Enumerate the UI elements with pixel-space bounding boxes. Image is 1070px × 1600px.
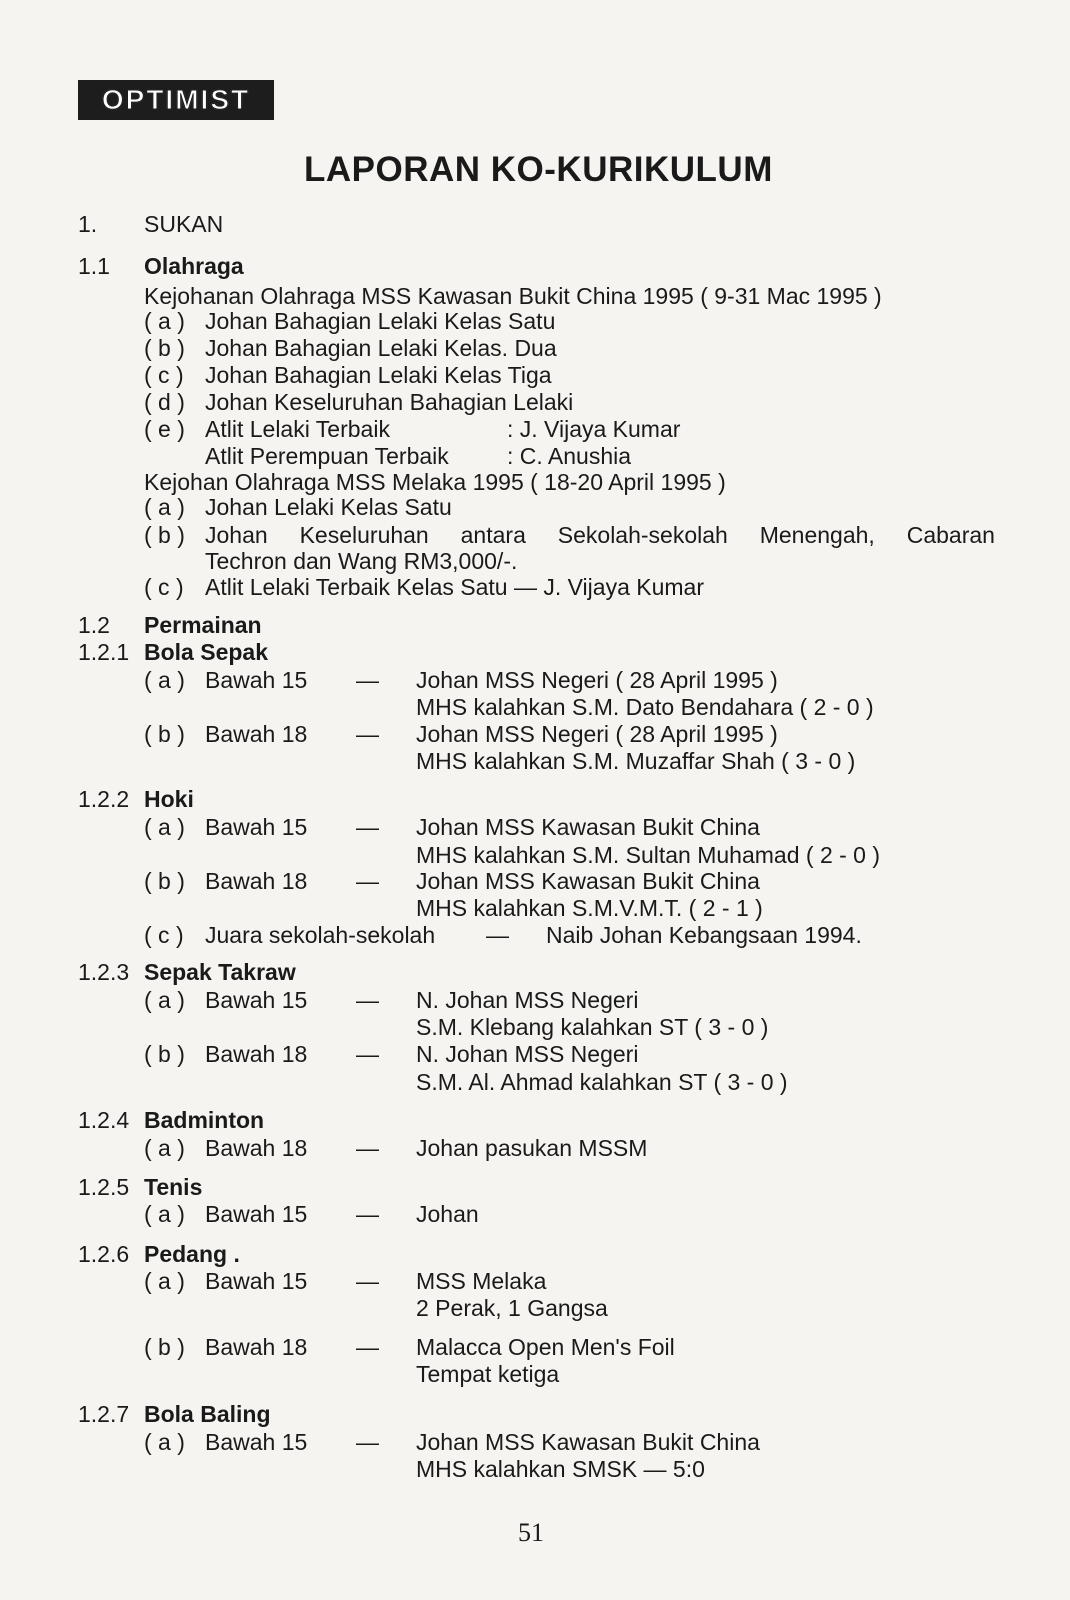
- row-result-detail: 2 Perak, 1 Gangsa: [416, 1295, 608, 1321]
- row-dash: —: [356, 1201, 379, 1227]
- row-dash: —: [356, 1041, 379, 1067]
- row-category: Bawah 18: [205, 868, 308, 894]
- row-letter: ( b ): [144, 868, 185, 894]
- row-dash: —: [356, 667, 379, 693]
- row-dash: —: [356, 1429, 379, 1455]
- row-letter: ( a ): [144, 667, 185, 693]
- row-result-detail: MHS kalahkan S.M. Muzaffar Shah ( 3 - 0 ): [416, 748, 856, 774]
- sport-number: 1.2.4: [78, 1107, 130, 1133]
- row-letter: ( a ): [144, 1268, 185, 1294]
- item-text-line2: Techron dan Wang RM3,000/-.: [205, 548, 518, 574]
- row-category: Bawah 18: [205, 721, 308, 747]
- row-letter: ( b ): [144, 1041, 185, 1067]
- row-letter: ( a ): [144, 814, 185, 840]
- row-result-detail: S.M. Al. Ahmad kalahkan ST ( 3 - 0 ): [416, 1069, 788, 1095]
- optimist-badge: [78, 80, 274, 120]
- sport-heading: Tenis: [144, 1174, 203, 1200]
- row-category: Bawah 15: [205, 1429, 308, 1455]
- item-text: Johan Lelaki Kelas Satu: [205, 494, 452, 520]
- sport-number: 1.2.7: [78, 1401, 130, 1427]
- row-category: Bawah 18: [205, 1135, 308, 1161]
- row-category: Bawah 18: [205, 1041, 308, 1067]
- item-text-justified: [205, 521, 995, 549]
- row-result: N. Johan MSS Negeri: [416, 1041, 639, 1067]
- row-dash: —: [356, 987, 379, 1013]
- row-dash: —: [486, 922, 509, 948]
- sport-number: 1.2.5: [78, 1174, 130, 1200]
- subsection-number: 1.1: [78, 253, 110, 279]
- page-number: 51: [518, 1518, 544, 1547]
- row-result: Johan MSS Kawasan Bukit China: [416, 868, 760, 894]
- row-category: Bawah 15: [205, 1201, 308, 1227]
- word: Sekolah-sekolah: [557, 522, 728, 548]
- row-letter: ( b ): [144, 721, 185, 747]
- row-category: Bawah 15: [205, 667, 308, 693]
- row-letter: ( a ): [144, 1201, 185, 1227]
- item-text: Johan Keseluruhan Bahagian Lelaki: [205, 389, 574, 415]
- subsection-heading: Permainan: [144, 612, 262, 638]
- item-text: Johan Bahagian Lelaki Kelas Satu: [205, 308, 556, 334]
- subsection-number: 1.2: [78, 612, 110, 638]
- row-category: Bawah 15: [205, 987, 308, 1013]
- item-text: Atlit Lelaki Terbaik: [205, 416, 390, 442]
- event-title: Kejohan Olahraga MSS Melaka 1995 ( 18-20 April 1995 ): [144, 469, 726, 495]
- row-dash: —: [356, 868, 379, 894]
- optimist-badge-text: OPTIMIST: [101, 84, 251, 115]
- word: Keseluruhan: [299, 522, 429, 548]
- word: Cabaran: [906, 522, 995, 548]
- row-dash: —: [356, 814, 379, 840]
- sport-heading: Badminton: [144, 1107, 265, 1133]
- row-result: Johan MSS Kawasan Bukit China: [416, 1429, 760, 1455]
- row-result: Malacca Open Men's Foil: [416, 1334, 675, 1360]
- row-category: Bawah 15: [205, 1268, 308, 1294]
- row-result: Johan MSS Kawasan Bukit China: [416, 814, 760, 840]
- sport-number: 1.2.2: [78, 786, 130, 812]
- section-number: 1.: [78, 211, 98, 237]
- row-result: MSS Melaka: [416, 1268, 547, 1294]
- row-category: Juara sekolah-sekolah: [205, 922, 436, 948]
- page-title: LAPORAN KO-KURIKULUM: [304, 150, 773, 189]
- sport-heading: Bola Baling: [144, 1401, 271, 1427]
- item-text: Atlit Lelaki Terbaik Kelas Satu — J. Vijaya Kumar: [205, 574, 704, 600]
- item-letter: ( c ): [144, 362, 184, 388]
- item-letter: ( d ): [144, 389, 185, 415]
- row-result: Johan MSS Negeri ( 28 April 1995 ): [416, 721, 778, 747]
- sport-number: 1.2.3: [78, 959, 130, 985]
- sport-number: 1.2.1: [78, 639, 130, 665]
- subsection-heading: Olahraga: [144, 253, 244, 279]
- item-text: Johan Bahagian Lelaki Kelas Tiga: [205, 362, 552, 388]
- sport-heading: Bola Sepak: [144, 639, 268, 665]
- row-letter: ( b ): [144, 1334, 185, 1360]
- item-value: : J. Vijaya Kumar: [507, 416, 681, 442]
- section-heading: SUKAN: [144, 211, 224, 237]
- sport-heading: Hoki: [144, 786, 194, 812]
- row-result: Naib Johan Kebangsaan 1994.: [546, 922, 862, 948]
- row-result-detail: MHS kalahkan S.M.V.M.T. ( 2 - 1 ): [416, 895, 763, 921]
- row-letter: ( a ): [144, 1135, 185, 1161]
- row-dash: —: [356, 1268, 379, 1294]
- sport-number: 1.2.6: [78, 1241, 130, 1267]
- sport-heading: Sepak Takraw: [144, 959, 296, 985]
- row-dash: —: [356, 721, 379, 747]
- row-result-detail: Tempat ketiga: [416, 1361, 560, 1387]
- row-result: Johan: [416, 1201, 479, 1227]
- row-letter: ( a ): [144, 987, 185, 1013]
- row-dash: —: [356, 1334, 379, 1360]
- row-category: Bawah 15: [205, 814, 308, 840]
- row-result-detail: S.M. Klebang kalahkan ST ( 3 - 0 ): [416, 1014, 769, 1040]
- item-letter: ( c ): [144, 574, 184, 600]
- row-result: N. Johan MSS Negeri: [416, 987, 639, 1013]
- item-letter: ( e ): [144, 416, 185, 442]
- row-result: Johan pasukan MSSM: [416, 1135, 648, 1161]
- row-letter: ( c ): [144, 922, 184, 948]
- item-letter: ( b ): [144, 522, 185, 548]
- item-text: Johan Bahagian Lelaki Kelas. Dua: [205, 335, 557, 361]
- row-result-detail: MHS kalahkan S.M. Sultan Muhamad ( 2 - 0 ): [416, 842, 881, 868]
- item-letter: ( b ): [144, 335, 185, 361]
- item-text: Atlit Perempuan Terbaik: [205, 443, 449, 469]
- row-dash: —: [356, 1135, 379, 1161]
- row-category: Bawah 18: [205, 1334, 308, 1360]
- row-result-detail: MHS kalahkan S.M. Dato Bendahara ( 2 - 0 ): [416, 694, 874, 720]
- item-letter: ( a ): [144, 494, 185, 520]
- item-letter: ( a ): [144, 308, 185, 334]
- word: Menengah,: [759, 522, 875, 548]
- word: Johan: [205, 522, 268, 548]
- row-result-detail: MHS kalahkan SMSK — 5:0: [416, 1456, 705, 1482]
- item-value: : C. Anushia: [507, 443, 632, 469]
- sport-heading: Pedang .: [144, 1241, 240, 1267]
- word: antara: [460, 522, 526, 548]
- row-letter: ( a ): [144, 1429, 185, 1455]
- row-result: Johan MSS Negeri ( 28 April 1995 ): [416, 667, 778, 693]
- event-title: Kejohanan Olahraga MSS Kawasan Bukit China 1995 ( 9-31 Mac 1995 ): [144, 283, 882, 309]
